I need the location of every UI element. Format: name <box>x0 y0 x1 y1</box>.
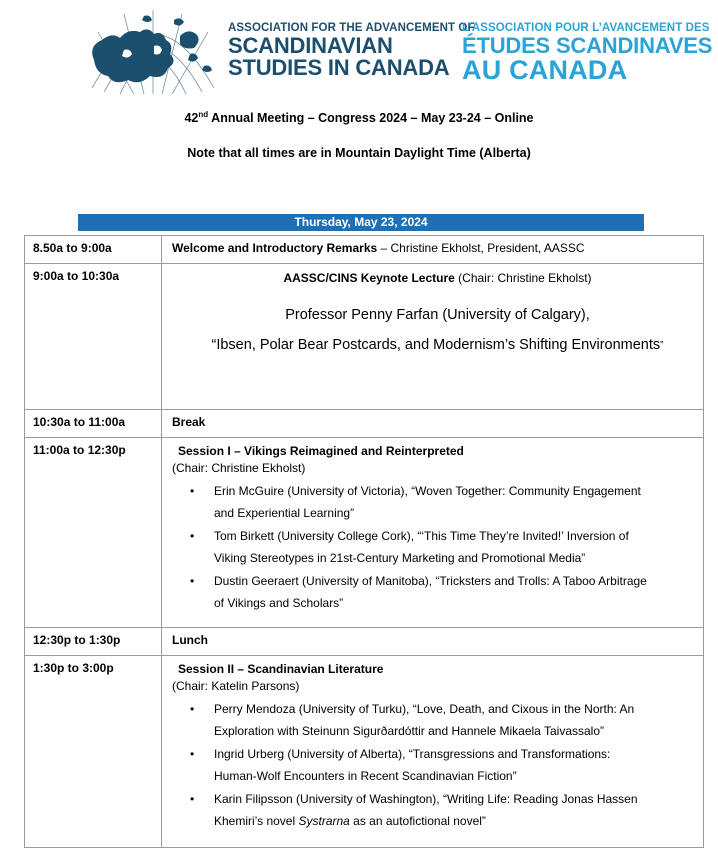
logo-fr-line2: ÉTUDES SCANDINAVES <box>462 33 713 58</box>
page-header <box>0 0 718 98</box>
session-chair: (Chair: Christine Ekholst) <box>172 461 306 475</box>
keynote-speaker: Professor Penny Farfan (University of Calgary), <box>285 307 590 323</box>
session-title: Session I – Vikings Reimagined and Reinterpreted <box>178 444 464 458</box>
paper-line: and Experiential Learning” <box>214 506 355 520</box>
logo-fr-line1: L’ASSOCIATION POUR L’AVANCEMENT DES <box>462 22 710 34</box>
day-header: Thursday, May 23, 2024 <box>78 214 644 231</box>
content-cell: Lunch <box>162 628 704 656</box>
logo-english-text <box>228 22 475 79</box>
time-cell: 9:00a to 10:30a <box>25 264 162 410</box>
paper-book-title: Systrarna <box>298 814 350 828</box>
list-item <box>190 525 703 569</box>
bullet-icon: • <box>190 529 195 543</box>
paper-line: as an autofictional novel” <box>349 814 486 828</box>
bullet-icon: • <box>190 484 195 498</box>
keynote-title: AASSC/CINS Keynote Lecture <box>283 271 455 285</box>
bullet-icon: • <box>190 792 195 806</box>
logo-en-line1: ASSOCIATION FOR THE ADVANCEMENT OF <box>228 22 475 34</box>
content-cell <box>162 656 704 848</box>
logo-en-line3: STUDIES IN CANADA <box>228 55 450 80</box>
paper-line: Human-Wolf Encounters in Recent Scandinavian Fiction” <box>214 769 517 783</box>
bullet-icon: • <box>190 747 195 761</box>
list-item <box>190 570 703 614</box>
time-cell: 11:00a to 12:30p <box>25 438 162 628</box>
keynote-lecture-title <box>172 337 703 353</box>
meeting-title-rest: Annual Meeting – Congress 2024 – May 23-24 – Online <box>208 111 534 126</box>
paper-line: Tom Birkett (University College Cork), “‘This Time They’re Invited!’ Inversion of <box>214 529 629 543</box>
timezone-note: Note that all times are in Mountain Daylight Time (Alberta) <box>187 146 531 160</box>
paper-line: Erin McGuire (University of Victoria), “Woven Together: Community Engagement <box>214 484 641 498</box>
keynote-lecture-close-quote: ” <box>660 340 664 351</box>
paper-line: Dustin Geeraert (University of Manitoba), “Tricksters and Trolls: A Taboo Arbitrage <box>214 574 647 588</box>
session-chair: (Chair: Katelin Parsons) <box>172 679 300 693</box>
logo-fr-line3: AU CANADA <box>462 55 628 85</box>
paper-line: Ingrid Urberg (University of Alberta), “Transgressions and Transformations: <box>214 747 611 761</box>
keynote-lecture-text: Ibsen, Polar Bear Postcards, and Modernism’s Shifting Environments <box>216 337 661 353</box>
paper-line: Khemiri’s novel <box>214 814 299 828</box>
meeting-ordinal-suffix: nd <box>198 110 209 119</box>
schedule-row-break <box>25 410 704 438</box>
content-cell <box>162 438 704 628</box>
meeting-title <box>0 110 718 125</box>
list-item <box>190 480 703 524</box>
content-cell <box>162 236 704 264</box>
keynote-chair: (Chair: Christine Ekholst) <box>454 271 592 285</box>
schedule-row-keynote <box>25 264 704 410</box>
welcome-detail: – Christine Ekholst, President, AASSC <box>377 241 585 255</box>
meeting-number: 42 <box>184 111 199 126</box>
bullet-icon: • <box>190 702 195 716</box>
content-cell <box>162 264 704 410</box>
schedule-row-session-1 <box>25 438 704 628</box>
paper-line: Exploration with Steinunn Sigurðardóttir and Hannele Mikaela Taivassalo” <box>214 724 604 738</box>
time-cell: 8.50a to 9:00a <box>25 236 162 264</box>
schedule-table <box>24 235 704 848</box>
content-cell: Break <box>162 410 704 438</box>
paper-line: Perry Mendoza (University of Turku), “Love, Death, and Cixous in the North: An <box>214 702 635 716</box>
welcome-title: Welcome and Introductory Remarks <box>172 241 378 255</box>
keynote-lecture-open-quote: “ <box>211 337 217 353</box>
paper-line: Viking Stereotypes in 21st-Century Marketing and Promotional Media” <box>214 551 586 565</box>
paper-line: of Vikings and Scholars” <box>214 596 344 610</box>
logo-french-text <box>462 22 712 84</box>
list-item <box>190 788 703 832</box>
list-item <box>190 698 703 742</box>
session-title: Session II – Scandinavian Literature <box>178 662 384 676</box>
time-cell: 1:30p to 3:00p <box>25 656 162 848</box>
paper-line: Karin Filipsson (University of Washington), “Writing Life: Reading Jonas Hassen <box>214 792 638 806</box>
schedule-row-session-2 <box>25 656 704 848</box>
time-cell: 12:30p to 1:30p <box>25 628 162 656</box>
keynote-heading <box>172 271 703 285</box>
schedule-row-lunch <box>25 628 704 656</box>
logo-en-line2: SCANDINAVIAN <box>228 33 393 58</box>
paper-list <box>172 698 703 832</box>
time-cell: 10:30a to 11:00a <box>25 410 162 438</box>
bullet-icon: • <box>190 574 195 588</box>
list-item <box>190 743 703 787</box>
aassc-map-logo-icon <box>84 10 222 94</box>
schedule-row-welcome <box>25 236 704 264</box>
paper-list <box>172 480 703 614</box>
